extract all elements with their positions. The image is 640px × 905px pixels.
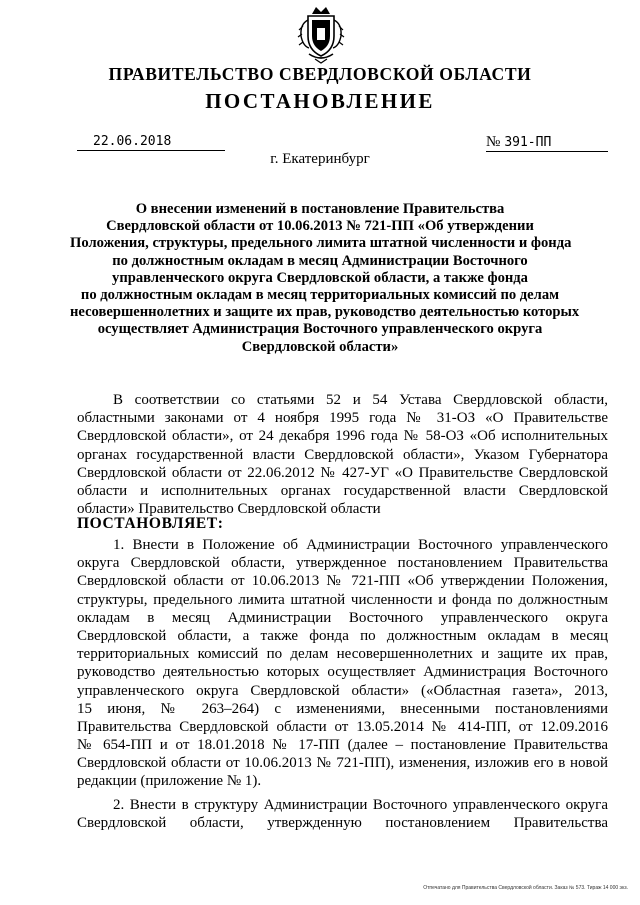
number-prefix: №: [486, 134, 501, 150]
coat-of-arms-icon: [297, 4, 345, 64]
print-note: Отпечатано для Правительства Свердловской области. Заказ № 573. Тираж 14 000 экз.: [423, 885, 628, 891]
title-line: Свердловской области от 10.06.2013 № 721-ПП «Об утверждении: [106, 218, 534, 235]
item-2: [77, 796, 608, 832]
title-line: несовершеннолетних и защите их прав, руководство деятельностью которых: [70, 304, 580, 321]
item2-line: 2. Внести в структуру Администрации Восточного управленческого округа: [113, 797, 608, 813]
preamble-line: области и исполнительных органах государственной власти Свердловской: [77, 482, 608, 499]
title-line: Положения, структуры, предельного лимита штатной численности и фонда: [70, 235, 572, 252]
document-type: ПОСТАНОВЛЕНИЕ: [205, 89, 435, 113]
preamble-line: органах государственной власти Свердловской области», Указом Губернатора: [77, 446, 608, 463]
item1-line: Свердловской области от 10.06.2013 № 721-ПП «Об утверждении Положения,: [77, 573, 608, 590]
number-value: 391-ПП: [504, 135, 552, 150]
title-line: по должностным окладам в месяц территориальных комиссий по делам: [80, 287, 560, 304]
item1-line: 1. Внести в Положение об Администрации Восточного управленческого: [113, 537, 608, 553]
document-number: [486, 134, 608, 152]
preamble-line: областными законами от 4 ноября 1995 года № 31-ОЗ «О Правительстве: [77, 410, 608, 427]
title-line: осуществляет Администрация Восточного управленческого округа: [97, 321, 543, 338]
document-title: [70, 201, 580, 356]
item2-line: Свердловской области, утвержденную постановлением Правительства: [77, 815, 608, 832]
item1-line: № 654-ПП и от 18.01.2018 № 17-ПП (далее – постановление Правительства: [77, 737, 608, 754]
item-1: [77, 536, 608, 791]
item1-line: округа Свердловской области, утвержденное постановлением Правительства: [77, 555, 608, 572]
preamble-line: области» Правительство Свердловской области: [77, 501, 381, 518]
item1-line: территориальных комиссий по делам несовершеннолетних и защите их прав,: [77, 646, 608, 663]
item1-line: руководство деятельностью которых осуществляет Администрация Восточного: [77, 664, 608, 681]
organization-name: ПРАВИТЕЛЬСТВО СВЕРДЛОВСКОЙ ОБЛАСТИ: [108, 64, 532, 84]
item1-line: 15 июня, № 263–264) с изменениями, внесенными постановлениями: [77, 700, 608, 717]
title-line: Свердловской области»: [241, 338, 399, 355]
item1-line: управленческого округа Свердловской области» («Областная газета», 2013,: [77, 682, 608, 699]
item1-line: Правительства Свердловской области от 13.05.2014 № 414-ПП, от 12.09.2016: [77, 718, 608, 735]
item1-line: Свердловской области от 10.06.2013 № 721-ПП), изменения, изложив его в новой: [77, 755, 608, 772]
item1-line: редакции (приложение № 1).: [77, 773, 262, 790]
item1-line: структуры, предельного лимита штатной численности и фонда по должностным: [77, 591, 608, 608]
document-date: 22.06.2018: [77, 134, 225, 151]
item1-line: окладам в месяц Администрации Восточного управленческого округа: [77, 609, 608, 626]
title-line: по должностным окладам в месяц Администрации Восточного: [112, 252, 528, 269]
title-line: О внесении изменений в постановление Правительства: [135, 201, 505, 217]
preamble-line: Свердловской области», от 24 декабря 1996 года № 58-ОЗ «Об исполнительных: [77, 428, 608, 445]
preamble-line: Свердловской области от 22.06.2012 № 427-УГ «О Правительстве Свердловской: [77, 464, 608, 481]
document-city: г. Екатеринбург: [270, 151, 370, 167]
preamble-line: В соответствии со статьями 52 и 54 Устава Свердловской области,: [113, 392, 608, 408]
item1-line: Свердловской области, а также фонда по должностным окладам в месяц: [77, 627, 608, 644]
title-line: управленческого округа Свердловской области, а также фонда: [112, 269, 528, 286]
resolves-heading: ПОСТАНОВЛЯЕТ:: [77, 515, 224, 532]
preamble: [77, 391, 608, 518]
